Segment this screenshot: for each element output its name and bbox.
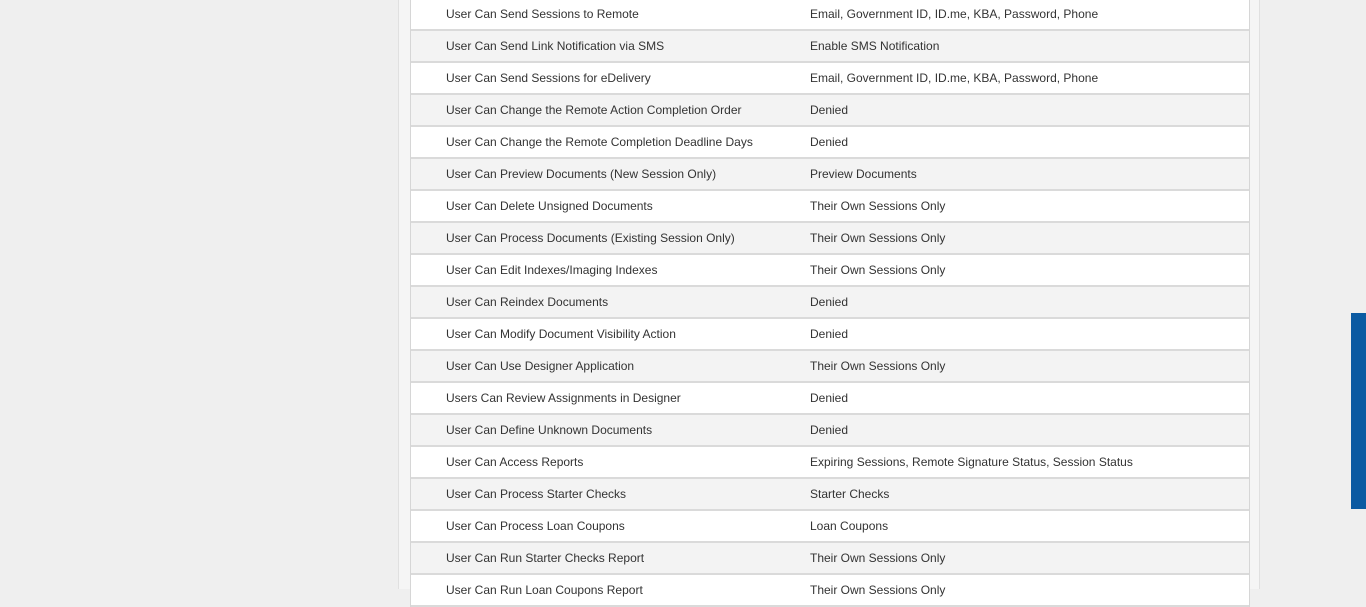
permission-value: Email, Government ID, ID.me, KBA, Password, Phone	[810, 7, 1099, 21]
permission-name: User Can Change the Remote Completion Deadline Days	[446, 135, 753, 149]
permission-value: Denied	[810, 423, 849, 437]
permission-name: User Can Process Starter Checks	[446, 487, 627, 501]
table-row	[411, 447, 1249, 479]
permission-value: Their Own Sessions Only	[810, 583, 946, 597]
table-row	[411, 0, 1249, 31]
permission-name: User Can Edit Indexes/Imaging Indexes	[446, 263, 658, 277]
side-feedback-tab[interactable]	[1351, 313, 1366, 509]
permission-name: User Can Change the Remote Action Completion Order	[446, 103, 742, 117]
table-row	[411, 415, 1249, 447]
table-row	[411, 191, 1249, 223]
permission-name: User Can Preview Documents (New Session Only)	[446, 167, 717, 181]
permission-value: Starter Checks	[810, 487, 890, 501]
permission-value: Their Own Sessions Only	[810, 199, 946, 213]
table-row	[411, 127, 1249, 159]
permission-name: User Can Delete Unsigned Documents	[446, 199, 653, 213]
table-row	[411, 319, 1249, 351]
permission-name: User Can Access Reports	[446, 455, 584, 469]
table-row	[411, 159, 1249, 191]
table-row	[411, 479, 1249, 511]
permission-name: User Can Modify Document Visibility Action	[446, 327, 676, 341]
permission-name: User Can Process Loan Coupons	[446, 519, 625, 533]
permission-value: Their Own Sessions Only	[810, 551, 946, 565]
permission-value: Their Own Sessions Only	[810, 263, 946, 277]
table-row	[411, 351, 1249, 383]
table-row	[411, 575, 1249, 607]
permission-value: Denied	[810, 327, 849, 341]
table-row	[411, 511, 1249, 543]
table-row	[411, 287, 1249, 319]
permission-name: User Can Send Link Notification via SMS	[446, 39, 665, 53]
permission-value: Enable SMS Notification	[810, 39, 940, 53]
permission-value: Their Own Sessions Only	[810, 231, 946, 245]
table-row	[411, 31, 1249, 63]
table-row	[411, 95, 1249, 127]
table-row	[411, 223, 1249, 255]
permission-value: Preview Documents	[810, 167, 917, 181]
permission-value: Their Own Sessions Only	[810, 359, 946, 373]
permissions-table	[410, 0, 1250, 607]
permission-value: Email, Government ID, ID.me, KBA, Password, Phone	[810, 71, 1099, 85]
permission-value: Denied	[810, 103, 849, 117]
table-row	[411, 255, 1249, 287]
permission-name: User Can Use Designer Application	[446, 359, 635, 373]
permission-name: User Can Reindex Documents	[446, 295, 609, 309]
permission-name: User Can Send Sessions for eDelivery	[446, 71, 651, 85]
permission-value: Denied	[810, 135, 849, 149]
permission-value: Denied	[810, 391, 849, 405]
permission-name: Users Can Review Assignments in Designer	[446, 391, 681, 405]
permission-value: Expiring Sessions, Remote Signature Status, Session Status	[810, 455, 1133, 469]
permission-name: User Can Run Loan Coupons Report	[446, 583, 643, 597]
permission-name: User Can Process Documents (Existing Session Only)	[446, 231, 735, 245]
permission-name: User Can Define Unknown Documents	[446, 423, 653, 437]
table-row	[411, 383, 1249, 415]
table-row	[411, 543, 1249, 575]
permission-value: Loan Coupons	[810, 519, 889, 533]
table-row	[411, 63, 1249, 95]
permission-name: User Can Run Starter Checks Report	[446, 551, 645, 565]
permission-name: User Can Send Sessions to Remote	[446, 7, 639, 21]
permission-value: Denied	[810, 295, 849, 309]
